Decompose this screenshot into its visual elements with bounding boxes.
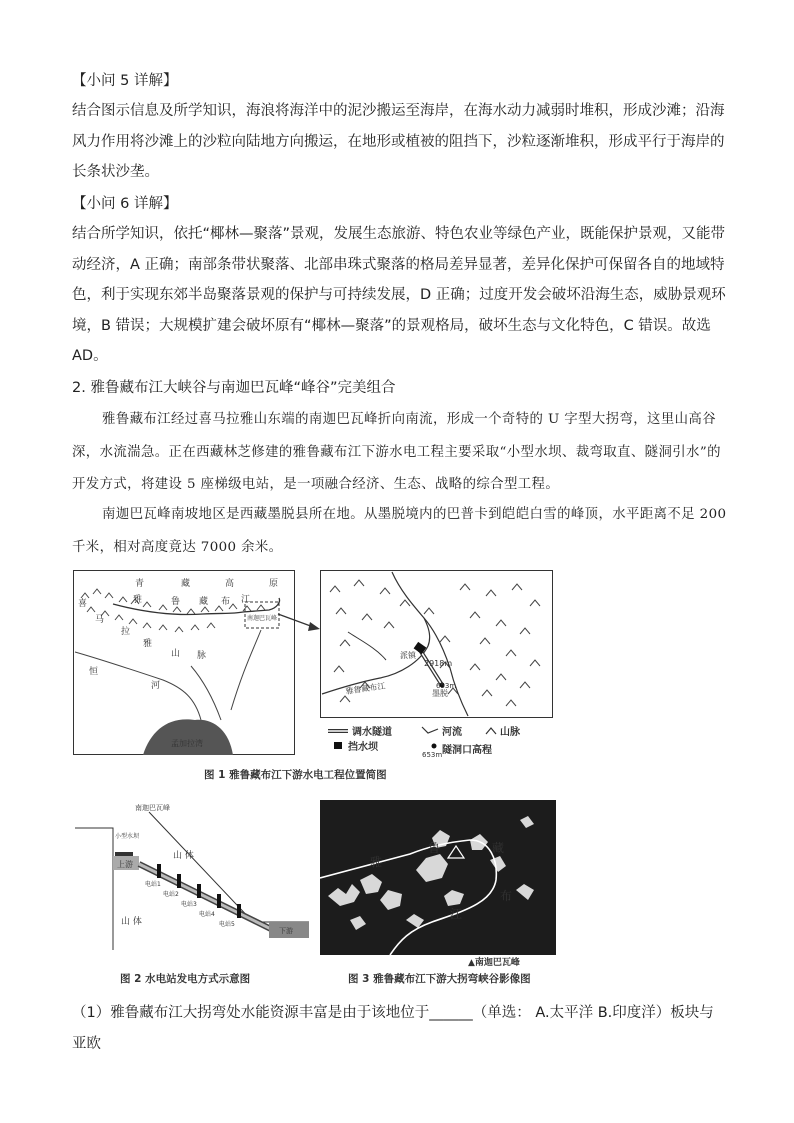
- left-peak-label: 南迦巴瓦峰: [247, 615, 278, 622]
- fig1-detail-map: [320, 570, 553, 718]
- detail-river-label: 雅鲁藏布江: [345, 681, 386, 696]
- town-paizhen: 派镇: [400, 651, 416, 660]
- svg-text:653m: 653m: [422, 751, 443, 759]
- station-bar-3: [197, 884, 201, 898]
- fig1-caption: 图 1 雅鲁藏布江下游水电工程位置简图: [204, 769, 387, 781]
- station-1: 电站1: [145, 881, 161, 888]
- fig3-caption: 图 3 雅鲁藏布江下游大拐弯峡谷影像图: [348, 973, 531, 985]
- legend-dam: [334, 740, 379, 753]
- himalaya-char-2: 马: [95, 615, 105, 625]
- ganges-char-1: 恒: [89, 667, 99, 677]
- mountain-label-2: 山 体: [121, 917, 142, 927]
- mountain-label-1: 山 体: [173, 851, 194, 861]
- station-bar-4: [217, 894, 221, 908]
- fig3-char-2: 鲁: [428, 841, 441, 855]
- river-char-4: 布: [221, 597, 231, 607]
- fig3-char-5: 江: [450, 907, 463, 921]
- station-bar-1: [157, 864, 161, 878]
- plateau-char-1: 青: [135, 579, 145, 589]
- legend-mountain: [486, 725, 521, 738]
- himalaya-char-3: 拉: [121, 627, 131, 637]
- q6-body: 结合所学知识，依托“椰林—聚落”景观，发展生态旅游、特色农业等绿色产业，既能保护景观，又能带动经济，A 正确；南部条带状聚落、北部串珠式聚落的格局差异显著，差异化保护可保留各自的地域特色，利于实现东郊半岛聚落景观的保护与可持续发展，D 正确；过度开发会破坏沿海生态，威胁景观环境，B 错误；大规模扩建会破坏原有“椰林—聚落”的景观格局，破坏生态与文化特色，C 错误。故选 AD。: [72, 226, 726, 364]
- left-slope: [75, 828, 113, 950]
- tunnel-entry-point: [418, 648, 423, 653]
- fig2-peak: 南迦巴瓦峰: [135, 804, 170, 812]
- fig3-char-4: 布: [500, 889, 513, 903]
- river-char-2: 鲁: [171, 597, 181, 607]
- ganges-char-2: 河: [151, 681, 161, 691]
- river-char-3: 藏: [199, 597, 209, 607]
- fig3-peak-label: ▲南迦巴瓦峰: [468, 958, 520, 968]
- himalaya-char-6: 脉: [197, 651, 207, 661]
- fig3-char-3: 藏: [492, 841, 505, 855]
- fig1-legend: [322, 722, 558, 760]
- svg-text:挡水坝: 挡水坝: [348, 742, 378, 753]
- downstream-label: 下游: [279, 927, 293, 935]
- q2-para1: 雅鲁藏布江经过喜马拉雅山东端的南迦巴瓦峰折向南流，形成一个奇特的 U 字型大拐弯，这里山高谷深，水流湍急。正在西藏林芝修建的雅鲁藏布江下游水电工程主要采取“小型水坝、裁弯取直、隧洞引水”的开发方式，将建设 5 座梯级电站，是一项融合经济、生态、战略的综合型工程。: [72, 412, 721, 492]
- fig3-char-1: 雅: [370, 855, 383, 869]
- fig2-small-dam: 小型水坝: [115, 833, 140, 840]
- station-4: 电站4: [199, 911, 215, 918]
- plateau-char-2: 藏: [181, 579, 191, 589]
- station-5: 电站5: [219, 921, 235, 928]
- q5-heading: 【小问 5 详解】: [72, 73, 178, 89]
- bay-label: 孟加拉湾: [171, 739, 203, 748]
- legend-tunnel: [328, 725, 392, 738]
- plateau-char-4: 原: [269, 579, 279, 589]
- plateau-char-3: 高: [225, 579, 235, 589]
- fig2-caption: 图 2 水电站发电方式示意图: [120, 973, 251, 985]
- station-bar-2: [177, 874, 181, 888]
- station-bar-5: [237, 904, 241, 918]
- svg-text:河流: 河流: [442, 727, 462, 738]
- himalaya-char-5: 山: [171, 649, 181, 659]
- fig3-satellite-image: [320, 800, 556, 955]
- q2-para2: 南迦巴瓦峰南坡地区是西藏墨脱县所在地。从墨脱境内的巴普卡到皑皑白雪的峰顶，水平距离不足 200 千米，相对高度竟达 7000 余米。: [72, 507, 727, 555]
- q5-body: 结合图示信息及所学知识，海浪将海洋中的泥沙搬运至海岸，在海水动力减弱时堆积，形成沙滩；沿海风力作用将沙滩上的沙粒向陆地方向搬运，在地形或植被的阻挡下，沙粒逐渐堆积，形成平行于海岸的长条状沙垄。: [72, 103, 725, 180]
- q2-title: 2. 雅鲁藏布江大峡谷与南迦巴瓦峰“峰谷”完美组合: [72, 380, 396, 396]
- upstream-label: 上游: [117, 860, 133, 869]
- legend-elevation: [422, 743, 492, 759]
- elevation-653: 653m: [436, 682, 457, 690]
- svg-text:山脉: 山脉: [500, 727, 520, 738]
- question-1: （1）雅鲁藏布江大拐弯处水能资源丰富是由于该地位于______（单选： A.太平洋 B.印度洋）板块与亚欧: [72, 1005, 714, 1052]
- station-2: 电站2: [163, 891, 179, 898]
- svg-text:隧洞口高程: 隧洞口高程: [442, 745, 492, 756]
- fig1-regional-map: [73, 570, 295, 755]
- himalaya-char-1: 喜: [78, 599, 88, 609]
- fig1-zoom-arrow: [276, 610, 324, 634]
- fig2-schematic: [73, 800, 309, 960]
- elevation-2918: 2918m: [424, 659, 453, 668]
- station-3: 电站3: [181, 901, 197, 908]
- river-char-1: 雅: [133, 595, 143, 605]
- q6-heading: 【小问 6 详解】: [72, 196, 178, 212]
- river-char-5: 江: [241, 595, 251, 605]
- himalaya-char-4: 雅: [143, 639, 153, 649]
- svg-text:调水隧道: 调水隧道: [352, 727, 392, 738]
- legend-river: [422, 725, 462, 738]
- town-medog: 墨脱: [432, 689, 448, 698]
